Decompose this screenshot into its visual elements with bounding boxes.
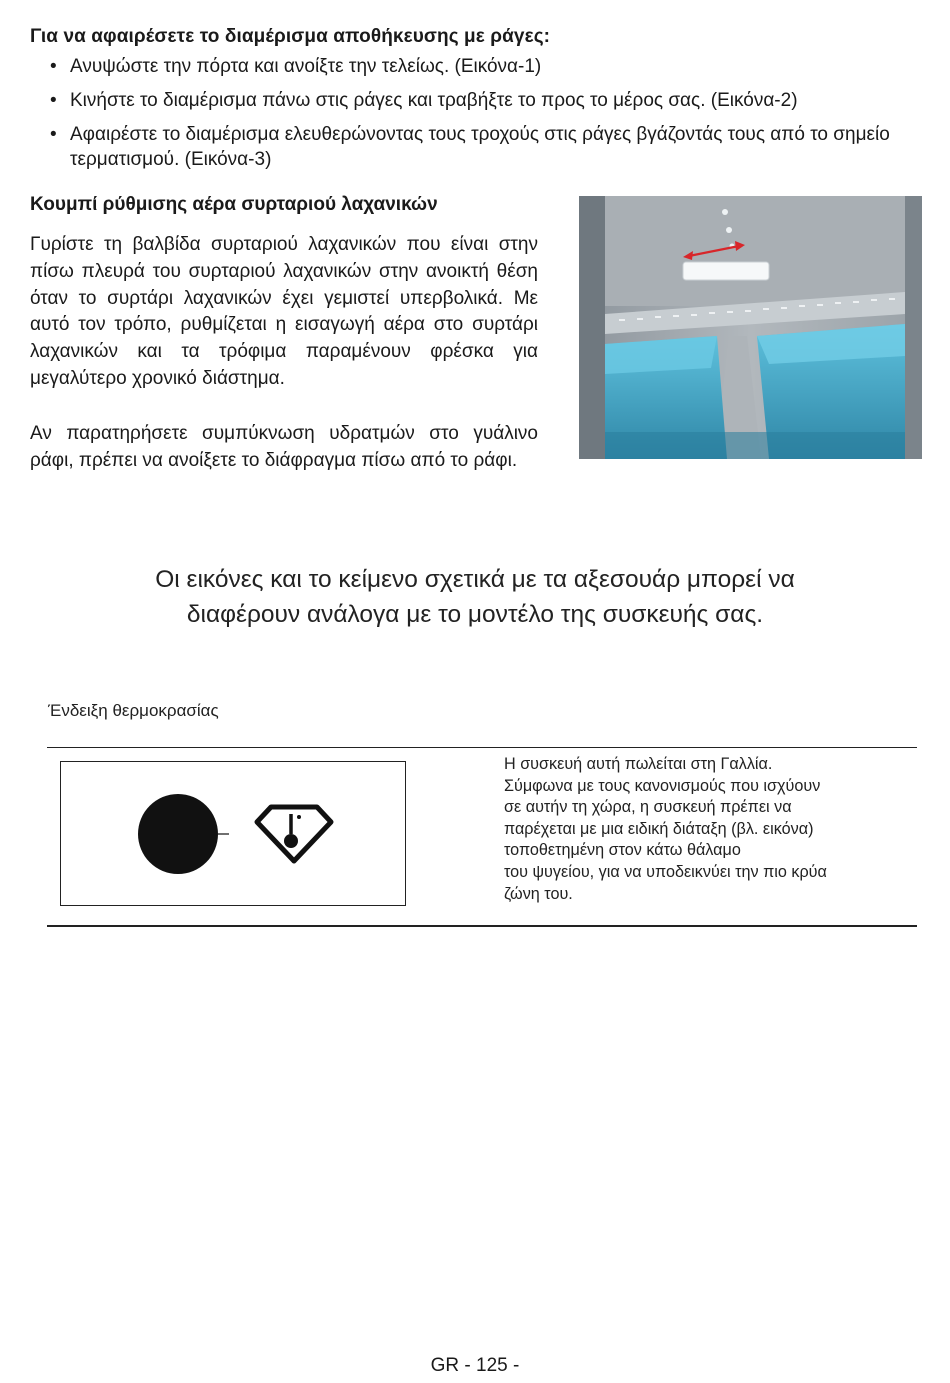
list-item: • Κινήστε το διαμέρισμα πάνω στις ράγες και τραβήξτε το προς το μέρος σας. (Εικόνα-2) <box>46 88 926 113</box>
list-item: • Αφαιρέστε το διαμέρισμα ελευθερώνοντας τους τροχούς στις ράγες βγάζοντάς τους από το σημείο τερματισμού. (Εικόνα-3) <box>46 122 926 172</box>
text-line: ζώνη του. <box>504 884 573 903</box>
paragraph-crisper-valve: Γυρίστε τη βαλβίδα συρταριού λαχανικών που είναι στην πίσω πλευρά του συρταριού λαχανικών στην ανοικτή θέση όταν το συρτάρι λαχανικών έχει γεμιστεί υπερβολικά. Με αυτό τον τρόπο, ρυθμίζεται η εισαγωγή αέρα στο συρτάρι λαχανικών και τα τρόφιμα παραμένουν φρέσκα για μεγαλύτερο χρονικό διάστημα. <box>30 234 538 389</box>
notice-line-1: Οι εικόνες και το κείμενο σχετικά με τα αξεσουάρ μπορεί να <box>155 566 795 593</box>
text-line: Σύμφωνα με τους κανονισμούς που ισχύουν <box>504 776 821 795</box>
section-heading-temperature-indicator: Ένδειξη θερμοκρασίας <box>48 701 219 720</box>
section-heading-crisper-air-control: Κουμπί ρύθμισης αέρα συρταριού λαχανικών <box>30 194 438 215</box>
notice-line-2: διαφέρουν ανάλογα με το μοντέλο της συσκευής σας. <box>186 601 764 628</box>
paragraph-condensation: Αν παρατηρήσετε συμπύκνωση υδρατμών στο γυάλινο ράφι, πρέπει να ανοίξετε το διάφραγμα πίσω από το ράφι. <box>30 423 538 471</box>
page-number: GR - 125 - <box>430 1355 520 1376</box>
indicator-dot-icon <box>138 794 218 874</box>
temperature-indicator-figure <box>60 761 406 906</box>
divider <box>47 747 917 748</box>
divider <box>47 925 917 927</box>
accessories-notice <box>75 562 875 632</box>
text-line: παρέχεται με μια ειδική διάταξη (βλ. εικόνα) <box>504 819 814 838</box>
list-item: • Ανυψώστε την πόρτα και ανοίξτε την τελείως. (Εικόνα-1) <box>46 54 926 79</box>
text-line: τοποθετημένη στον κάτω θάλαμο <box>504 841 741 860</box>
france-regulation-text <box>504 754 914 905</box>
text-line: του ψυγείου, για να υποδεικνύει την πιο κρύα <box>504 862 827 881</box>
text-line: Η συσκευή αυτή πωλείται στη Γαλλία. <box>504 755 773 773</box>
section-heading-remove-compartment: Για να αφαιρέσετε το διαμέρισμα αποθήκευσης με ράγες: <box>30 26 551 47</box>
text-line: σε αυτήν τη χώρα, η συσκευή πρέπει να <box>504 798 792 817</box>
indicator-symbol-graphic <box>61 762 404 904</box>
instruction-list <box>46 54 926 181</box>
crisper-air-control-photo <box>579 196 922 459</box>
coldest-zone-icon <box>257 807 331 861</box>
